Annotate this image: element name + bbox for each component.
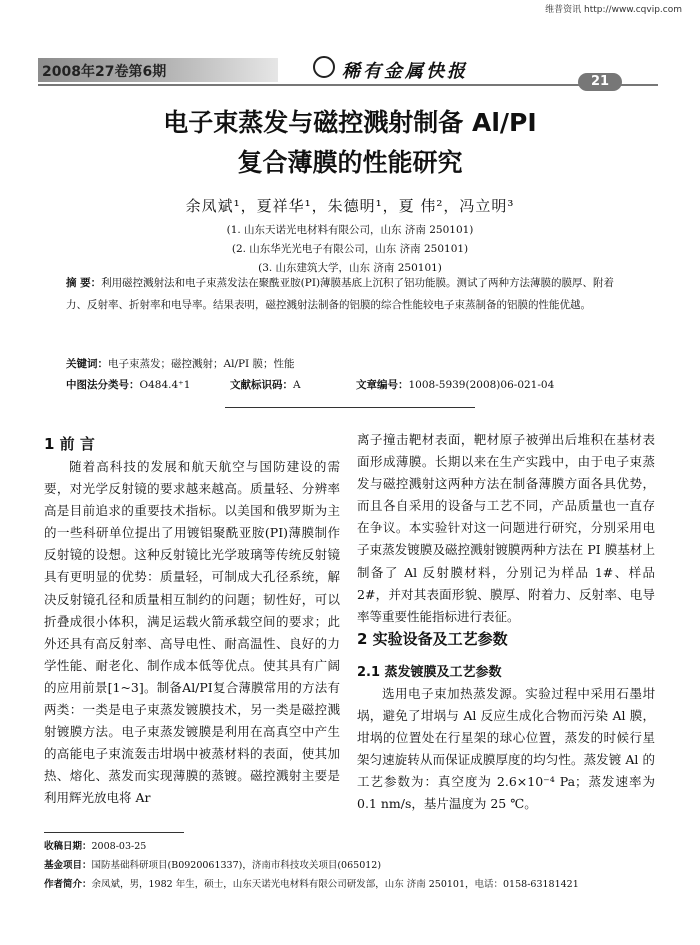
doc-label: 文献标识码： [230, 379, 293, 391]
journal-logo-icon [313, 56, 335, 78]
section1-heading: 1 前 言 [44, 435, 95, 453]
author-bio [44, 876, 654, 890]
abstract [66, 272, 632, 316]
title-line1: 电子束蒸发与磁控溅射制备 Al/PI [163, 108, 537, 137]
fund-value: 国防基础科研项目(B0920061337)，济南市科技攻关项目(065012) [91, 860, 382, 871]
article-label: 文章编号： [356, 379, 409, 391]
keywords-label: 关键词： [66, 358, 108, 370]
separator [225, 407, 475, 408]
keywords-text: 电子束蒸发；磁控溅射；Al/PI 膜；性能 [108, 358, 295, 370]
clc-label: 中图法分类号： [66, 379, 140, 391]
article-value: 1008-5939(2008)06-021-04 [408, 379, 555, 391]
abstract-text: 利用磁控溅射法和电子束蒸发法在聚酰亚胺(PI)薄膜基底上沉积了铝功能膜。测试了两种方法薄膜的膜厚、附着力、反射率、折射率和电导率。结果表明，磁控溅射法制备的铝膜的综合性能较电子束蒸制备的铝膜的性能优越。 [66, 277, 615, 311]
author-bio-value: 余凤斌，男，1982 年生，硕士，山东天诺光电材料有限公司研发部，山东 济南 250101，电话：0158-63181421 [91, 879, 579, 890]
doc-value: A [293, 379, 301, 391]
page-number: 21 [578, 73, 622, 91]
footnote-rule [44, 832, 184, 833]
affiliation-1: (1. 山东天诺光电材料有限公司，山东 济南 250101) [226, 224, 474, 236]
affiliation-2: (2. 山东华光光电子有限公司，山东 济南 250101) [231, 243, 469, 255]
section2-heading: 2 实验设备及工艺参数 [357, 630, 508, 648]
clc-value: O484.4⁺1 [139, 379, 191, 391]
section1-paragraph: 随着高科技的发展和航天航空与国防建设的需要，对光学反射镜的要求越来越高。质量轻、分辨率高是目前追求的重要技术指标。以美国和俄罗斯为主的一些科研单位提出了用镀铝聚酰亚胺(PI)薄膜制作反射镜的设想。这种反射镜比光学玻璃等传统反射镜具有更明显的优势：质量轻，可制成大孔径系统，解决反射镜孔径和质量相互制约的问题；韧性好，可以折叠成很小体积，满足运载火箭承载空间的要求；此外还具有高反射率、高导电性、耐高温性、良好的力学性能、耐老化、制作成本低等优点。使其具有广阔的应用前景[1~3]。制备Al/PI复合薄膜常用的方法有两类：一类是电子束蒸发镀膜技术，另一类是磁控溅射镀膜方法。电子束蒸发镀膜是利用在高真空中产生的高能电子束流轰击坩埚中被蒸材料的表面，使其加热、熔化、蒸发而实现薄膜的蒸镀。磁控溅射主要是利用辉光放电将 Ar [44, 459, 340, 806]
header-rule [38, 84, 658, 86]
watermark: 维普资讯 http://www.cqvip.com [545, 5, 682, 15]
fund [44, 857, 654, 871]
clc-code [66, 377, 190, 392]
author-bio-label: 作者简介： [44, 879, 92, 890]
issue-label: 2008年27卷第6期 [42, 64, 167, 80]
article-number [356, 377, 554, 392]
section2-1-paragraph: 选用电子束加热蒸发源。实验过程中采用石墨坩埚，避免了坩埚与 Al 反应生成化合物而污染 Al 膜，坩埚的位置处在行星架的球心位置，蒸发的时候行星架匀速旋转从而保证成膜厚度的均匀性。蒸发镀 Al 的工艺参数为：真空度为 2.6×10⁻⁴ Pa；蒸发速率为 0.1 nm/s，基片温度为 25 ℃。 [357, 686, 655, 812]
received-value: 2008-03-25 [91, 841, 147, 852]
title-line2: 复合薄膜的性能研究 [237, 148, 463, 177]
received-label: 收稿日期： [44, 841, 92, 852]
keywords [66, 356, 295, 371]
journal-name: 稀有金属快报 [342, 61, 468, 82]
doc-code [230, 377, 301, 392]
abstract-label: 摘 要： [66, 277, 102, 289]
section2-1-heading: 2.1 蒸发镀膜及工艺参数 [357, 665, 502, 680]
affiliation-3: (3. 山东建筑大学，山东 济南 250101) [258, 262, 442, 274]
fund-label: 基金项目： [44, 860, 92, 871]
authors: 余凤斌¹，夏祥华¹，朱德明¹，夏 伟²，冯立明³ [185, 197, 515, 215]
section1-paragraph-cont: 离子撞击靶材表面，靶材原子被弹出后堆积在基材表面形成薄膜。长期以来在生产实践中，由于电子束蒸发与磁控溅射这两种方法在制备薄膜方面各具优势，而且各自采用的设备与工艺不同，产品质量也一直存在争议。本实验针对这一问题进行研究，分别采用电子束蒸发镀膜及磁控溅射镀膜两种方法在 PI 膜基材上制备了 Al 反射膜材料，分别记为样品 1#、样品 2#，并对其表面形貌、膜厚、附着力、反射率、电导率等重要性能指标进行表征。 [357, 432, 655, 624]
received-date [44, 838, 654, 852]
